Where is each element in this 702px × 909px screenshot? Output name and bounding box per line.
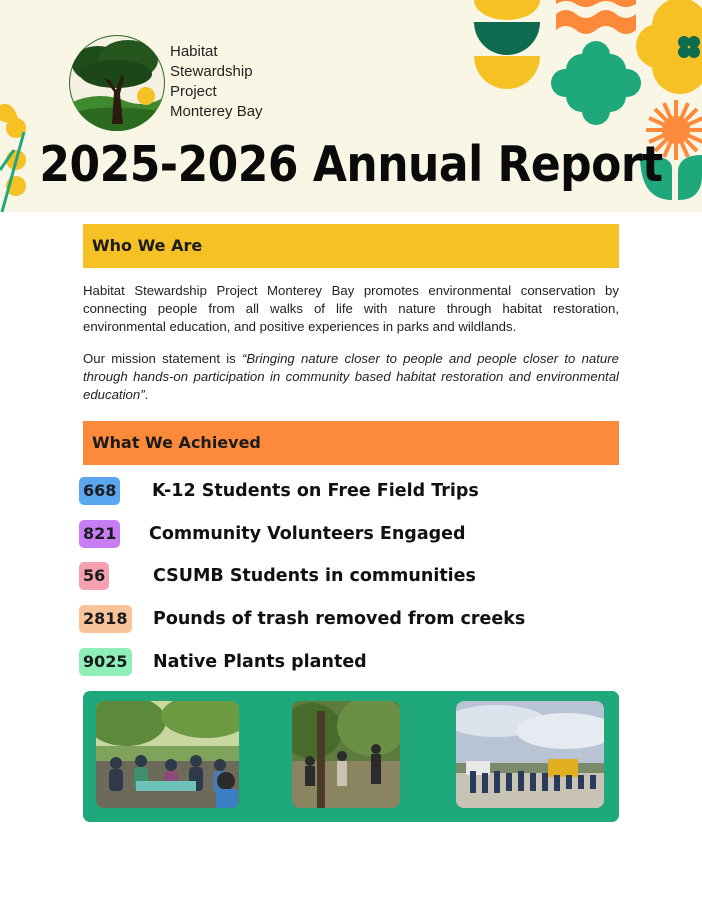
stat-label: Native Plants planted: [153, 652, 367, 672]
field-trip-lineup-photo: [456, 701, 604, 808]
photo-strip: [83, 691, 619, 822]
stat-value-badge: 9025: [79, 648, 132, 676]
report-header: [0, 0, 702, 212]
section-heading-what-we-achieved: What We Achieved: [83, 421, 619, 465]
stat-row: [79, 605, 526, 633]
semicircle-stack-icon: [474, 0, 540, 89]
mission-quote: “Bringing nature closer to people and people closer to nature through hands-on participation in community based habitat restoration and environmental education”: [83, 351, 619, 402]
org-name-line: Project: [170, 83, 217, 100]
stat-value-badge: 821: [79, 520, 120, 548]
stat-row: [79, 477, 479, 505]
mission-prefix: Our mission statement is: [83, 351, 242, 366]
stat-row: [79, 648, 367, 676]
organization-logo: [68, 34, 166, 132]
stat-label: Pounds of trash removed from creeks: [153, 609, 526, 629]
organization-name: [170, 42, 263, 122]
volunteer-planting-photo: [292, 701, 400, 808]
stat-label: CSUMB Students in communities: [153, 566, 476, 586]
org-name-line: Habitat: [170, 43, 218, 60]
stat-label: Community Volunteers Engaged: [149, 524, 466, 544]
stat-value-badge: 56: [79, 562, 109, 590]
about-paragraph: Habitat Stewardship Project Monterey Bay promotes environmental conservation by connecting people from all walks of life with nature through habitat restoration, environmental education, and positive experiences in parks and wildlands.: [83, 283, 619, 334]
clover-icon: [551, 41, 641, 125]
group-outdoor-photo: [96, 701, 239, 808]
wave-icon: [556, 0, 636, 34]
stat-label: K-12 Students on Free Field Trips: [152, 481, 479, 501]
section-heading-who-we-are: Who We Are: [83, 224, 619, 268]
report-title: 2025-2026 Annual Report: [39, 136, 663, 194]
stat-value-badge: 2818: [79, 605, 132, 633]
stat-row: [79, 562, 476, 590]
yellow-flower-icon: [636, 0, 702, 94]
mission-suffix: .: [144, 387, 149, 402]
stat-value-badge: 668: [79, 477, 120, 505]
org-name-line: Monterey Bay: [170, 103, 263, 120]
org-name-line: Stewardship: [170, 63, 253, 80]
stat-row: [79, 520, 466, 548]
mission-paragraph: [83, 350, 619, 404]
